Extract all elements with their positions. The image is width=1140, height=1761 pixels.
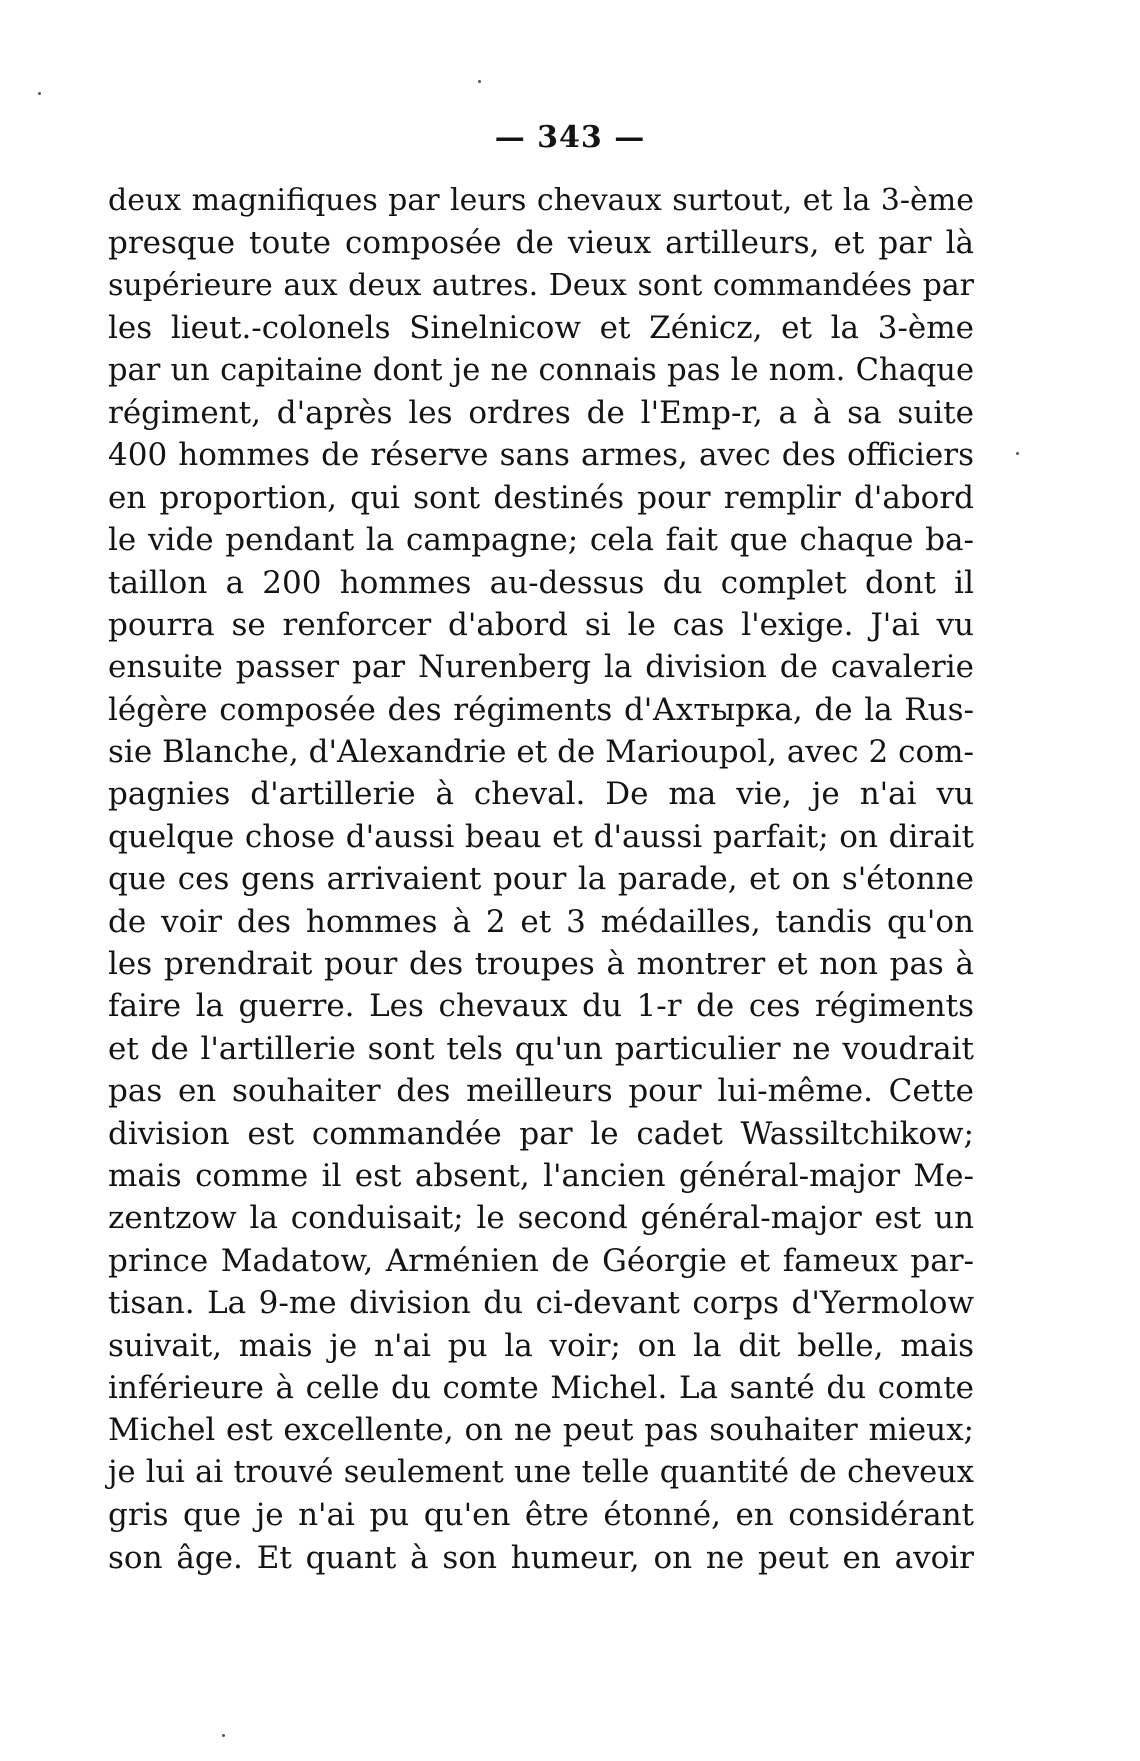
text-line: zentzow la conduisait; le second général-major est un xyxy=(108,1200,974,1237)
text-line: division est commandée par le cadet Wassiltchikow; xyxy=(108,1115,974,1152)
text-line: gris que je n'ai pu qu'en être étonné, en considérant xyxy=(108,1497,974,1534)
text-line: pas en souhaiter des meilleurs pour lui-même. Cette xyxy=(108,1073,974,1110)
text-line: 400 hommes de réserve sans armes, avec des officiers xyxy=(108,437,974,474)
text-line: le vide pendant la campagne; cela fait que chaque ba- xyxy=(108,522,974,559)
text-line: par un capitaine dont je ne connais pas le nom. Chaque xyxy=(108,352,974,388)
text-line: légère composée des régiments d'Ахтырка, de la Rus- xyxy=(108,691,974,728)
text-line: faire la guerre. Les chevaux du 1-r de ces régiments xyxy=(108,988,974,1025)
text-line: les lieut.-colonels Sinelnicow et Zénicz, et la 3-ème xyxy=(108,310,974,347)
text-line: les prendrait pour des troupes à montrer et non pas à xyxy=(108,946,974,983)
text-line: que ces gens arrivaient pour la parade, et on s'étonne xyxy=(108,861,974,898)
text-line: prince Madatow, Arménien de Géorgie et fameux par- xyxy=(108,1242,974,1279)
text-line: ensuite passer par Nurenberg la division de cavalerie xyxy=(108,649,974,686)
text-line: tisan. La 9-me division du ci-devant corps d'Yermolow xyxy=(108,1285,974,1322)
text-line: de voir des hommes à 2 et 3 médailles, tandis qu'on xyxy=(108,903,974,940)
text-line: deux magnifiques par leurs chevaux surtout, et la 3-ème xyxy=(108,183,974,218)
scan-speck xyxy=(38,92,41,95)
text-line: Michel est excellente, on ne peut pas souhaiter mieux; xyxy=(108,1412,974,1449)
text-line: suivait, mais je n'ai pu la voir; on la dit belle, mais xyxy=(108,1327,974,1364)
scan-speck xyxy=(1016,452,1019,455)
text-line: en proportion, qui sont destinés pour remplir d'abord xyxy=(108,479,974,516)
text-line: supérieure aux deux autres. Deux sont commandées par xyxy=(108,267,974,303)
text-line: et de l'artillerie sont tels qu'un particulier ne voudrait xyxy=(108,1030,974,1067)
body-text xyxy=(108,180,974,1579)
text-line: pourra se renforcer d'abord si le cas l'exige. J'ai vu xyxy=(108,606,974,643)
text-line: sie Blanche, d'Alexandrie et de Marioupol, avec 2 com- xyxy=(108,734,974,771)
text-line: inférieure à celle du comte Michel. La santé du comte xyxy=(108,1369,974,1406)
text-line: quelque chose d'aussi beau et d'aussi parfait; on dirait xyxy=(108,818,974,855)
page-number: — 343 — xyxy=(494,120,646,155)
text-line: je lui ai trouvé seulement une telle quantité de cheveux xyxy=(108,1454,974,1490)
text-line: taillon a 200 hommes au-dessus du complet dont il xyxy=(108,564,974,601)
text-line: mais comme il est absent, l'ancien général-major Me- xyxy=(108,1157,974,1194)
text-line: régiment, d'après les ordres de l'Emp-r, a à sa suite xyxy=(108,394,974,431)
text-line: son âge. Et quant à son humeur, on ne peut en avoir xyxy=(108,1539,974,1576)
scan-speck xyxy=(222,1734,225,1737)
scan-speck xyxy=(478,80,481,83)
text-line: pagnies d'artillerie à cheval. De ma vie, je n'ai vu xyxy=(108,776,974,813)
text-line: presque toute composée de vieux artilleurs, et par là xyxy=(108,225,974,262)
